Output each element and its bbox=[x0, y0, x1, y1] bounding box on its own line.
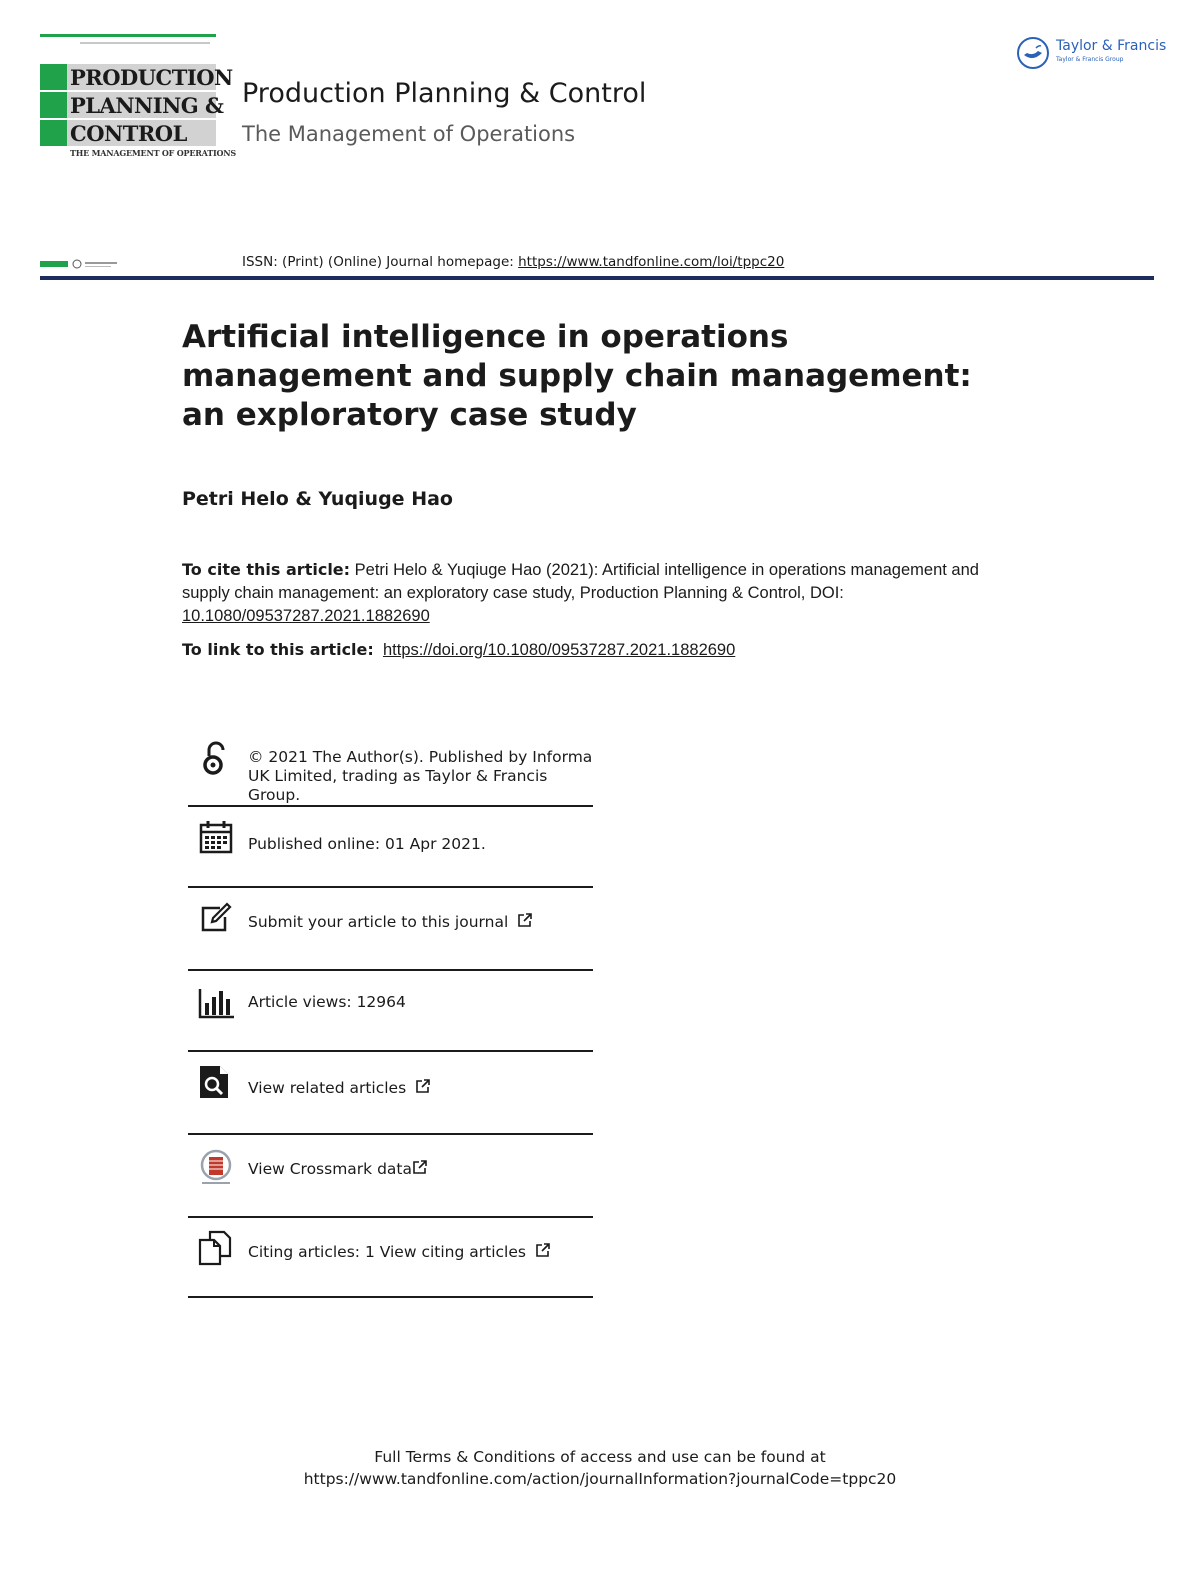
related-articles-icon bbox=[198, 1064, 234, 1100]
open-access-text: © 2021 The Author(s). Published by Informa UK Limited, trading as Taylor & Francis Group. bbox=[248, 748, 593, 804]
published-row bbox=[188, 807, 593, 888]
citation-block bbox=[182, 558, 992, 628]
footer-terms: Full Terms & Conditions of access and use can be found at bbox=[374, 1448, 826, 1466]
crossmark-row[interactable] bbox=[188, 1135, 593, 1218]
article-info-list bbox=[188, 736, 593, 1298]
publisher-tagline: Taylor & Francis Group bbox=[1056, 56, 1124, 63]
related-row[interactable] bbox=[188, 1052, 593, 1135]
crossmark-icon bbox=[198, 1149, 234, 1185]
published-text: Published online: 01 Apr 2021. bbox=[248, 835, 486, 853]
journal-homepage-link[interactable]: https://www.tandfonline.com/loi/tppc20 bbox=[518, 254, 785, 270]
mini-brand-strip bbox=[40, 258, 120, 270]
doi-link[interactable]: 10.1080/09537287.2021.1882690 bbox=[182, 607, 430, 625]
publisher-name: Taylor & Francis bbox=[1056, 38, 1167, 54]
citation-label: To cite this article: bbox=[182, 560, 351, 579]
calendar-icon bbox=[198, 819, 234, 855]
publisher-logo bbox=[1016, 34, 1167, 74]
footer-url[interactable]: https://www.tandfonline.com/action/journalInformation?journalCode=tppc20 bbox=[303, 1470, 897, 1488]
citing-articles-icon bbox=[198, 1230, 234, 1266]
publisher-lamp-icon bbox=[1016, 36, 1050, 70]
views-row bbox=[188, 971, 593, 1052]
external-link-icon bbox=[412, 1159, 428, 1175]
citing-row[interactable] bbox=[188, 1218, 593, 1298]
crossmark-label[interactable]: View Crossmark data bbox=[248, 1160, 412, 1178]
cover-line-2: PLANNING & bbox=[70, 93, 224, 118]
issn-line bbox=[242, 254, 784, 270]
submit-text[interactable] bbox=[248, 912, 533, 932]
external-link-icon bbox=[517, 912, 533, 928]
cover-line-3: CONTROL bbox=[70, 121, 187, 146]
cover-line-1: PRODUCTION bbox=[70, 65, 233, 90]
article-link-line bbox=[182, 640, 735, 660]
views-text: Article views: 12964 bbox=[248, 993, 406, 1011]
article-authors: Petri Helo & Yuqiuge Hao bbox=[182, 488, 453, 510]
journal-subtitle: The Management of Operations bbox=[242, 122, 576, 146]
article-doi-url[interactable]: https://doi.org/10.1080/09537287.2021.1882690 bbox=[382, 641, 736, 659]
article-title: Artificial intelligence in operations management and supply chain management: an exploratory case study bbox=[182, 319, 972, 433]
citing-text[interactable] bbox=[248, 1242, 551, 1262]
edit-icon bbox=[198, 900, 234, 936]
mini-lamp-icon bbox=[72, 259, 82, 269]
header-rule bbox=[40, 276, 1154, 280]
citing-label[interactable]: Citing articles: 1 View citing articles bbox=[248, 1243, 526, 1261]
citation-text: Petri Helo & Yuqiuge Hao (2021): Artificial intelligence in operations management and supply chain management: an exploratory case study, Production Planning & Control, DOI: bbox=[182, 561, 979, 602]
external-link-icon bbox=[415, 1078, 431, 1094]
crossmark-text[interactable] bbox=[248, 1159, 428, 1179]
footer bbox=[0, 1446, 1200, 1490]
related-label[interactable]: View related articles bbox=[248, 1079, 407, 1097]
journal-cover bbox=[40, 34, 236, 162]
journal-title: Production Planning & Control bbox=[242, 78, 647, 109]
submit-row[interactable] bbox=[188, 888, 593, 971]
cover-subtitle: THE MANAGEMENT OF OPERATIONS bbox=[70, 148, 236, 158]
open-access-row bbox=[188, 736, 593, 807]
submit-label[interactable]: Submit your article to this journal bbox=[248, 913, 509, 931]
article-link-label: To link to this article: bbox=[182, 640, 374, 659]
open-access-icon bbox=[198, 740, 234, 776]
external-link-icon bbox=[535, 1242, 551, 1258]
issn-prefix: ISSN: (Print) (Online) Journal homepage: bbox=[242, 254, 519, 270]
related-text[interactable] bbox=[248, 1078, 431, 1098]
bar-chart-icon bbox=[198, 985, 234, 1021]
